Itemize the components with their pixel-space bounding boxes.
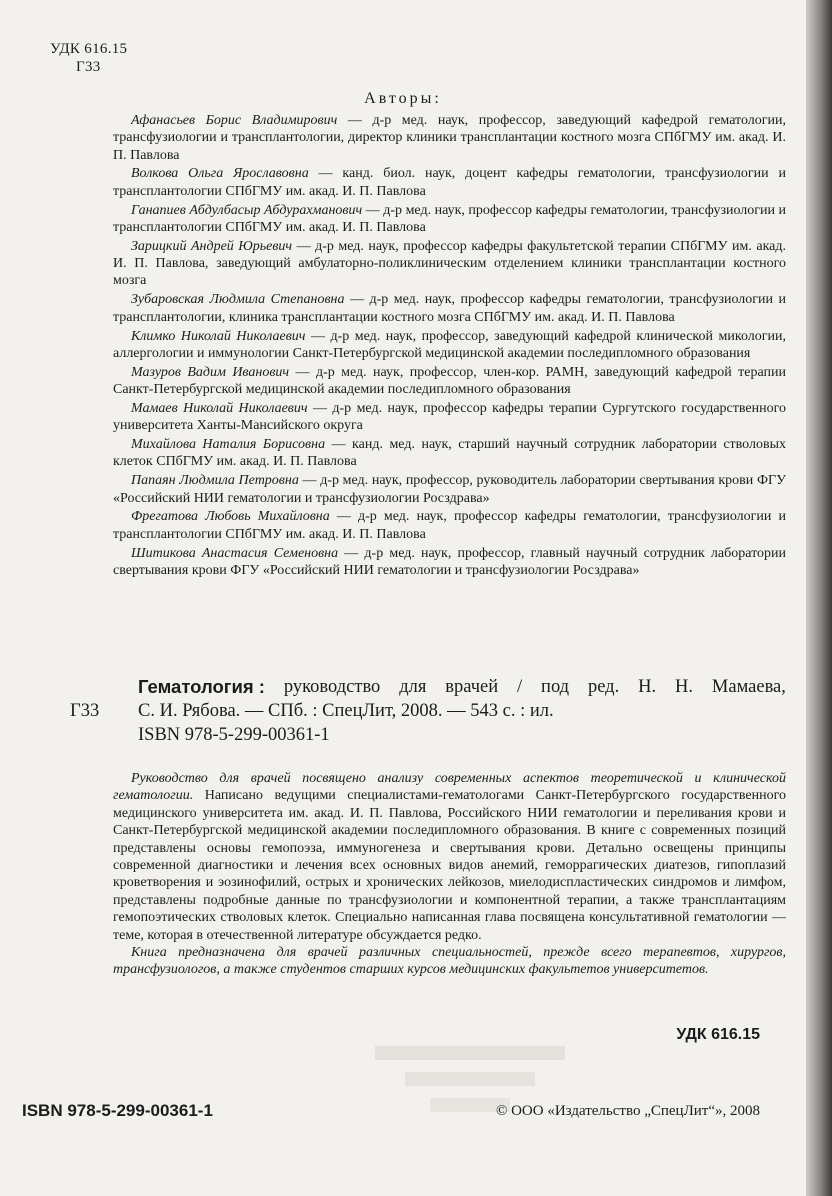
publication-details: С. И. Рябова. — СПб. : СпецЛит, 2008. — 543 с. : ил. — [138, 701, 554, 721]
biblio-isbn: ISBN 978-5-299-00361-1 — [138, 725, 330, 745]
author-entry — [113, 400, 786, 435]
author-entry — [113, 112, 786, 164]
author-name: Михайлова Наталия Борисовна — [131, 437, 326, 453]
author-description: — канд. биол. наук, доцент кафедры гематологии, трансфузиологии и трансплантологии СПбГМУ им. акад. И. П. Павлова — [113, 166, 787, 199]
author-name: Фрегатова Любовь Михайловна — [131, 509, 330, 525]
author-description: — канд. мед. наук, старший научный сотрудник лаборатории стволовых клеток СПбГМУ им. акад. И. П. Павлова — [113, 437, 786, 470]
author-entry — [113, 165, 786, 200]
biblio-word: Н. — [638, 677, 657, 697]
author-entry — [113, 508, 786, 543]
bibliographic-record — [70, 675, 786, 747]
author-description: — д-р мед. наук, профессор кафедры гематологии, трансфузиологии и трансплантологии, клиника трансплантации костного мозга СПбГМУ им. акад. И. П. Павлова — [113, 292, 786, 325]
authors-list — [113, 112, 786, 581]
biblio-word: ред. — [587, 677, 620, 697]
author-description: — д-р мед. наук, профессор, заведующий кафедрой клинической микологии, аллергологии и иммунологии Санкт-Петербургской медицинской академии последипломного образования — [113, 328, 786, 361]
author-entry — [113, 545, 786, 580]
author-entry — [113, 364, 786, 399]
author-name: Афанасьев Борис Владимирович — [131, 113, 338, 128]
book-title: Гематология : — [138, 676, 265, 697]
biblio-word: руководство — [283, 677, 381, 697]
author-description: — д-р мед. наук, профессор кафедры гематологии, трансфузиологии и трансплантологии СПбГМУ им. акад. И. П. Павлова — [113, 202, 787, 235]
author-name: Мазуров Вадим Иванович — [131, 364, 290, 380]
author-description: — д-р мед. наук, профессор, главный научный сотрудник лаборатории свертывания крови ФГУ «Российский НИИ гематологии и трансфузиологии Росздрава» — [113, 545, 787, 578]
udk-classification — [50, 40, 127, 76]
author-entry — [113, 436, 786, 471]
author-mark-code: Г33 — [70, 701, 100, 721]
udk-code: УДК 616.15 — [50, 41, 128, 57]
biblio-word: Мамаева, — [711, 677, 786, 697]
udk-bottom: УДК 616.15 — [676, 1026, 760, 1043]
biblio-line-1 — [70, 675, 786, 699]
annotation — [113, 770, 786, 979]
annotation-body: Написано ведущими специалистами-гематологами Санкт-Петербургского государственного медицинского университета им. акад. И. П. Павлова, Российского НИИ гематологии и переливания крови и Санкт-Петербургской медицинской академии последипломного образования. В книге с современных позиций представлены основы гемопоэза, иммуногенеза и свертывания крови. Детально освещены принципы современной диагностики и лечения всех основных видов анемий, геморрагических диатезов, гипоплазий кроветворения и эозинофилий, острых и хронических лейкозов, миелодиспластических синдромов и лимфом, представлены подробные данные по трансфузиологии и компонентной терапии, а также трансплантациям гемопоэтических стволовых клеток. Специально написанная глава посвящена консультативной гематологии — теме, которая в отечественной литературе обсуждается редко. — [113, 788, 786, 943]
author-name: Зарицкий Андрей Юрьевич — [131, 238, 293, 254]
author-name: Шитикова Анастасия Семеновна — [131, 545, 339, 561]
annotation-paragraph — [113, 770, 786, 944]
author-mark: Г33 — [76, 59, 101, 75]
author-description: — д-р мед. наук, профессор кафедры факультетской терапии СПбГМУ им. акад. И. П. Павлова, заведующий амбулаторно-поликлиническим отделением клиники трансплантации костного мозга — [113, 238, 786, 289]
biblio-word: врачей — [445, 677, 499, 697]
authors-heading: Авторы: — [364, 90, 442, 107]
author-entry — [113, 238, 786, 290]
biblio-word: / — [517, 677, 523, 697]
author-entry — [113, 202, 786, 237]
biblio-word: для — [399, 677, 427, 697]
author-description: — д-р мед. наук, профессор, член-кор. РАМН, заведующий кафедрой терапии Санкт-Петербургской медицинской академии последипломного образования — [113, 364, 786, 398]
author-description: — д-р мед. наук, профессор, заведующий кафедрой гематологии, трансфузиологии и трансплантологии, директор клиники трансплантации костного мозга СПбГМУ им. акад. И. П. Павлова — [113, 113, 787, 163]
author-name: Зубаровская Людмила Степановна — [131, 292, 345, 308]
author-description: — д-р мед. наук, профессор кафедры гематологии, трансфузиологии и трансплантологии СПбГМУ им. акад. И. П. Павлова — [113, 509, 786, 542]
biblio-word: под — [541, 677, 570, 697]
isbn-bottom: ISBN 978-5-299-00361-1 — [22, 1101, 213, 1120]
biblio-line-2 — [70, 699, 786, 723]
copyright-notice: © ООО «Издательство „СпецЛит“», 2008 — [495, 1103, 760, 1119]
author-name: Волкова Ольга Ярославовна — [131, 166, 309, 182]
author-name: Мамаев Николай Николаевич — [131, 400, 308, 416]
author-description: — д-р мед. наук, профессор, руководитель лаборатории свертывания крови ФГУ «Российский НИИ гематологии и трансфузиологии Росздрава» — [113, 473, 787, 506]
author-description: — д-р мед. наук, профессор кафедры терапии Сургутского государственного университета Ханты-Мансийского округа — [113, 400, 786, 434]
author-name: Ганапиев Абдулбасыр Абдурахманович — [131, 202, 363, 218]
author-name: Климко Николай Николаевич — [131, 328, 306, 344]
annotation-audience: Книга предназначена для врачей различных специальностей, прежде всего терапевтов, хирургов, трансфузиологов, а также студентов старших курсов медицинских факультетов университетов. — [113, 945, 786, 978]
book-spine-edge — [806, 0, 832, 1196]
author-name: Папаян Людмила Петровна — [131, 473, 299, 489]
author-entry — [113, 291, 786, 326]
biblio-word: Н. — [675, 677, 694, 697]
author-entry — [113, 328, 786, 363]
annotation-lead: Руководство для врачей посвящено анализу современных аспектов теоретической и клинической гематологии. — [113, 771, 786, 804]
author-entry — [113, 472, 786, 507]
